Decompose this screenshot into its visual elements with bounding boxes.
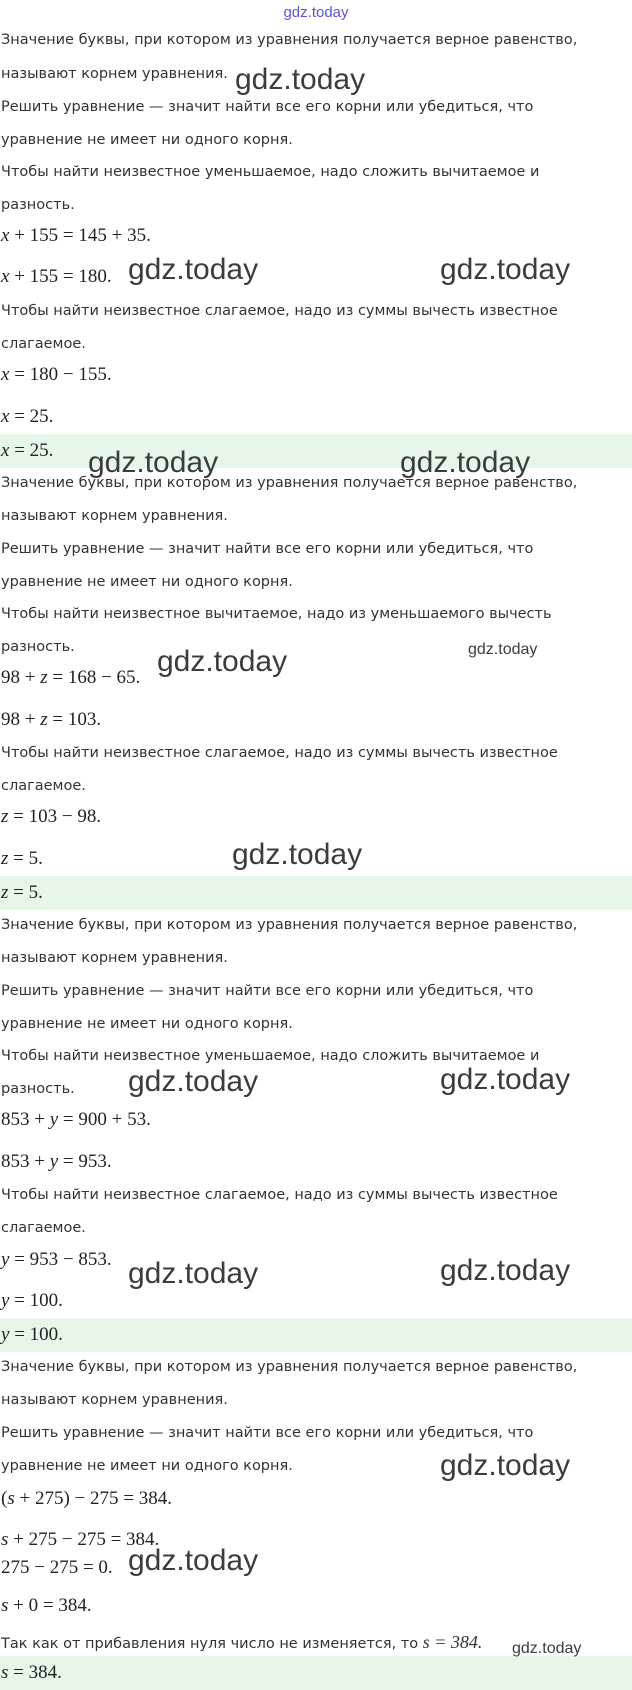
answer-equation: z = 5. [1, 882, 43, 903]
equation: x = 180 − 155. [1, 364, 112, 385]
text-line: слагаемое. [1, 778, 86, 794]
text-line: разность. [1, 1081, 75, 1097]
text-line: Значение буквы, при котором из уравнения получается верное равенство, [1, 917, 578, 933]
equation: 853 + y = 953. [1, 1151, 112, 1172]
text-line: разность. [1, 639, 75, 655]
equation: (s + 275) − 275 = 384. [1, 1488, 172, 1509]
watermark: gdz.today [232, 838, 363, 871]
equation: 98 + z = 103. [1, 709, 102, 730]
watermark: gdz.today [400, 446, 531, 479]
answer-equation: y = 100. [1, 1324, 63, 1345]
text-line: Чтобы найти неизвестное вычитаемое, надо из уменьшаемого вычесть [1, 606, 552, 622]
inline-equation: s = 384. [422, 1632, 483, 1652]
watermark: gdz.today [128, 1065, 259, 1098]
text-line: называют корнем уравнения. [1, 950, 228, 966]
text-line: Чтобы найти неизвестное уменьшаемое, надо сложить вычитаемое и [1, 1048, 540, 1064]
watermark: gdz.today [440, 1063, 571, 1096]
watermark: gdz.today [440, 253, 571, 286]
equation: x + 155 = 145 + 35. [1, 225, 151, 246]
answer-box [0, 1656, 632, 1690]
site-label[interactable]: gdz.today [283, 4, 349, 21]
text-line: уравнение не имеет ни одного корня. [1, 1458, 293, 1474]
answer-box [0, 1318, 632, 1352]
text-line: называют корнем уравнения. [1, 66, 228, 82]
text-line: Чтобы найти неизвестное слагаемое, надо из суммы вычесть известное [1, 1187, 558, 1203]
answer-box [0, 876, 632, 910]
text-line: Чтобы найти неизвестное слагаемое, надо из суммы вычесть известное [1, 745, 558, 761]
text-line: уравнение не имеет ни одного корня. [1, 574, 293, 590]
text-line: называют корнем уравнения. [1, 508, 228, 524]
text-line: Значение буквы, при котором из уравнения получается верное равенство, [1, 475, 578, 491]
equation: y = 100. [1, 1290, 63, 1311]
watermark: gdz.today [88, 446, 219, 479]
text-line: слагаемое. [1, 336, 86, 352]
text-line: Решить уравнение — значит найти все его корни или убедиться, что [1, 99, 534, 115]
text-line: слагаемое. [1, 1220, 86, 1236]
watermark: gdz.today [157, 645, 288, 678]
text-line: Значение буквы, при котором из уравнения получается верное равенство, [1, 32, 578, 48]
text-line: Чтобы найти неизвестное слагаемое, надо из суммы вычесть известное [1, 303, 558, 319]
equation: s + 0 = 384. [1, 1595, 92, 1616]
equation: z = 103 − 98. [1, 806, 102, 827]
text-line: Решить уравнение — значит найти все его корни или убедиться, что [1, 541, 534, 557]
answer-equation: s = 384. [1, 1662, 62, 1683]
watermark: gdz.today [468, 641, 538, 658]
text-line: Решить уравнение — значит найти все его корни или убедиться, что [1, 983, 534, 999]
text-line: разность. [1, 197, 75, 213]
text-line [1, 1632, 482, 1653]
text-line: Чтобы найти неизвестное уменьшаемое, надо сложить вычитаемое и [1, 164, 540, 180]
text-line: называют корнем уравнения. [1, 1392, 228, 1408]
equation: x + 155 = 180. [1, 266, 112, 287]
text-line: уравнение не имеет ни одного корня. [1, 132, 293, 148]
equation: z = 5. [1, 848, 43, 869]
equation: 853 + y = 900 + 53. [1, 1109, 151, 1130]
text-line: Решить уравнение — значит найти все его корни или убедиться, что [1, 1425, 534, 1441]
equation: s + 275 − 275 = 384. [1, 1529, 160, 1550]
equation: y = 953 − 853. [1, 1249, 112, 1270]
watermark: gdz.today [235, 63, 366, 96]
answer-equation: x = 25. [1, 440, 54, 461]
equation: 98 + z = 168 − 65. [1, 667, 141, 688]
watermark: gdz.today [128, 1257, 259, 1290]
watermark: gdz.today [440, 1449, 571, 1482]
equation: 275 − 275 = 0. [1, 1557, 113, 1578]
watermark: gdz.today [440, 1254, 571, 1287]
text-line: уравнение не имеет ни одного корня. [1, 1016, 293, 1032]
equation: x = 25. [1, 406, 54, 427]
watermark: gdz.today [128, 1544, 259, 1577]
text-line-prefix: Так как от прибавления нуля число не изменяется, то [1, 1636, 419, 1652]
text-line: Значение буквы, при котором из уравнения получается верное равенство, [1, 1359, 578, 1375]
watermark: gdz.today [128, 253, 259, 286]
watermark: gdz.today [512, 1640, 582, 1657]
